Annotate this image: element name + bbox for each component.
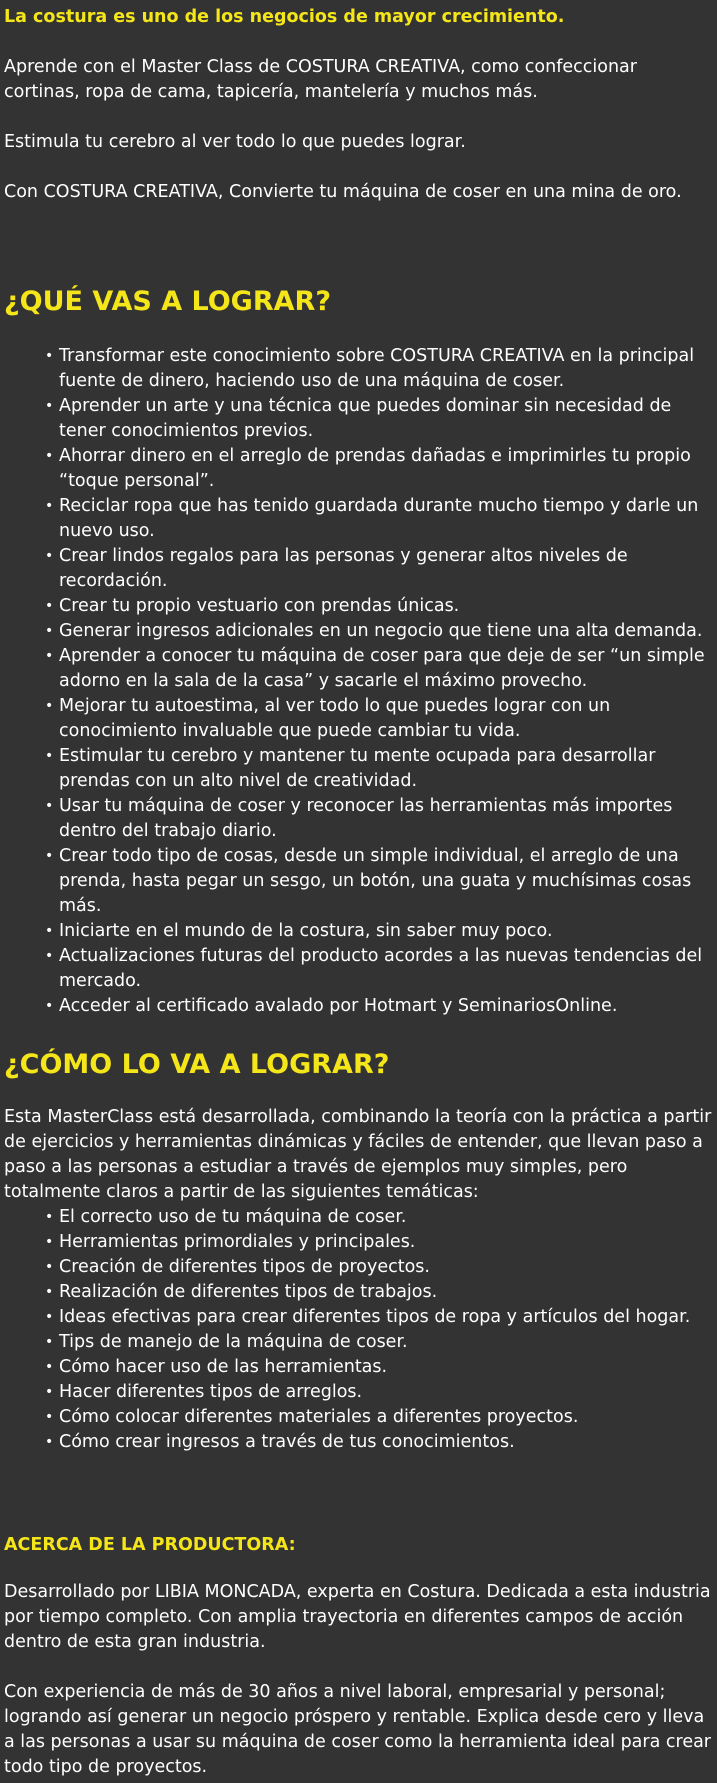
list-item: • Ideas efectivas para crear diferentes tipos de ropa y artículos del hogar.	[45, 1305, 715, 1330]
list-item: • Herramientas primordiales y principales.	[45, 1230, 715, 1255]
list-item: • Crear todo tipo de cosas, desde un simple individual, el arreglo de una prenda, hasta pegar un sesgo, un botón, una guata y muchísimas cosas más.	[45, 844, 715, 919]
tematicas-list	[45, 1205, 715, 1455]
intro-title: La costura es uno de los negocios de mayor crecimiento.	[4, 7, 565, 27]
list-item: • Cómo colocar diferentes materiales a diferentes proyectos.	[45, 1405, 715, 1430]
productora-paragraph-1: Desarrollado por LIBIA MONCADA, experta en Costura. Dedicada a esta industria por tiempo completo. Con amplia trayectoria en diferentes campos de acción dentro de esta gran industria.	[4, 1582, 711, 1652]
list-item: • Aprender un arte y una técnica que puedes dominar sin necesidad de tener conocimientos previos.	[45, 394, 715, 444]
list-item: • Actualizaciones futuras del producto acordes a las nuevas tendencias del mercado.	[45, 944, 715, 994]
list-item: • Acceder al certificado avalado por Hotmart y SeminariosOnline.	[45, 994, 715, 1019]
list-item: • Iniciarte en el mundo de la costura, sin saber muy poco.	[45, 919, 715, 944]
intro-paragraph-2: Estimula tu cerebro al ver todo lo que puedes lograr.	[4, 132, 466, 152]
list-item: • Transformar este conocimiento sobre COSTURA CREATIVA en la principal fuente de dinero, haciendo uso de una máquina de coser.	[45, 344, 715, 394]
section-heading-logros: ¿QUÉ VAS A LOGRAR?	[4, 286, 331, 317]
intro-paragraph-3: Con COSTURA CREATIVA, Convierte tu máquina de coser en una mina de oro.	[4, 182, 682, 202]
list-item: • Crear lindos regalos para las personas y generar altos niveles de recordación.	[45, 544, 715, 594]
list-item: • Aprender a conocer tu máquina de coser para que deje de ser “un simple adorno en la sala de la casa” y sacarle el máximo provecho.	[45, 644, 715, 694]
list-item: • Generar ingresos adicionales en un negocio que tiene una alta demanda.	[45, 619, 715, 644]
list-item: • Ahorrar dinero en el arreglo de prendas dañadas e imprimirles tu propio “toque personal”.	[45, 444, 715, 494]
list-item: • Mejorar tu autoestima, al ver todo lo que puedes lograr con un conocimiento invaluable que puede cambiar tu vida.	[45, 694, 715, 744]
como-intro-paragraph: Esta MasterClass está desarrollada, combinando la teoría con la práctica a partir de ejercicios y herramientas dinámicas y fáciles de entender, que llevan paso a paso a las personas a estudiar a través de ejemplos muy simples, pero totalmente claros a partir de las siguientes temáticas:	[4, 1107, 712, 1202]
logros-list	[45, 344, 715, 1019]
list-item: • Crear tu propio vestuario con prendas únicas.	[45, 594, 715, 619]
list-item: • Hacer diferentes tipos de arreglos.	[45, 1380, 715, 1405]
list-item: • Tips de manejo de la máquina de coser.	[45, 1330, 715, 1355]
productora-paragraph-2: Con experiencia de más de 30 años a nivel laboral, empresarial y personal; logrando así generar un negocio próspero y rentable. Explica desde cero y lleva a las personas a usar su máquina de coser como la herramienta ideal para crear todo tipo de proyectos.	[4, 1682, 711, 1777]
list-item: • Realización de diferentes tipos de trabajos.	[45, 1280, 715, 1305]
list-item: • Reciclar ropa que has tenido guardada durante mucho tiempo y darle un nuevo uso.	[45, 494, 715, 544]
list-item: • El correcto uso de tu máquina de coser.	[45, 1205, 715, 1230]
section-heading-como: ¿CÓMO LO VA A LOGRAR?	[4, 1049, 390, 1080]
intro-paragraph-1: Aprende con el Master Class de COSTURA CREATIVA, como confeccionar cortinas, ropa de cama, tapicería, mantelería y muchos más.	[4, 57, 637, 102]
list-item: • Usar tu máquina de coser y reconocer las herramientas más importes dentro del trabajo diario.	[45, 794, 715, 844]
list-item: • Cómo hacer uso de las herramientas.	[45, 1355, 715, 1380]
section-heading-productora: ACERCA DE LA PRODUCTORA:	[4, 1535, 296, 1555]
list-item: • Estimular tu cerebro y mantener tu mente ocupada para desarrollar prendas con un alto nivel de creatividad.	[45, 744, 715, 794]
list-item: • Cómo crear ingresos a través de tus conocimientos.	[45, 1430, 715, 1455]
list-item: • Creación de diferentes tipos de proyectos.	[45, 1255, 715, 1280]
